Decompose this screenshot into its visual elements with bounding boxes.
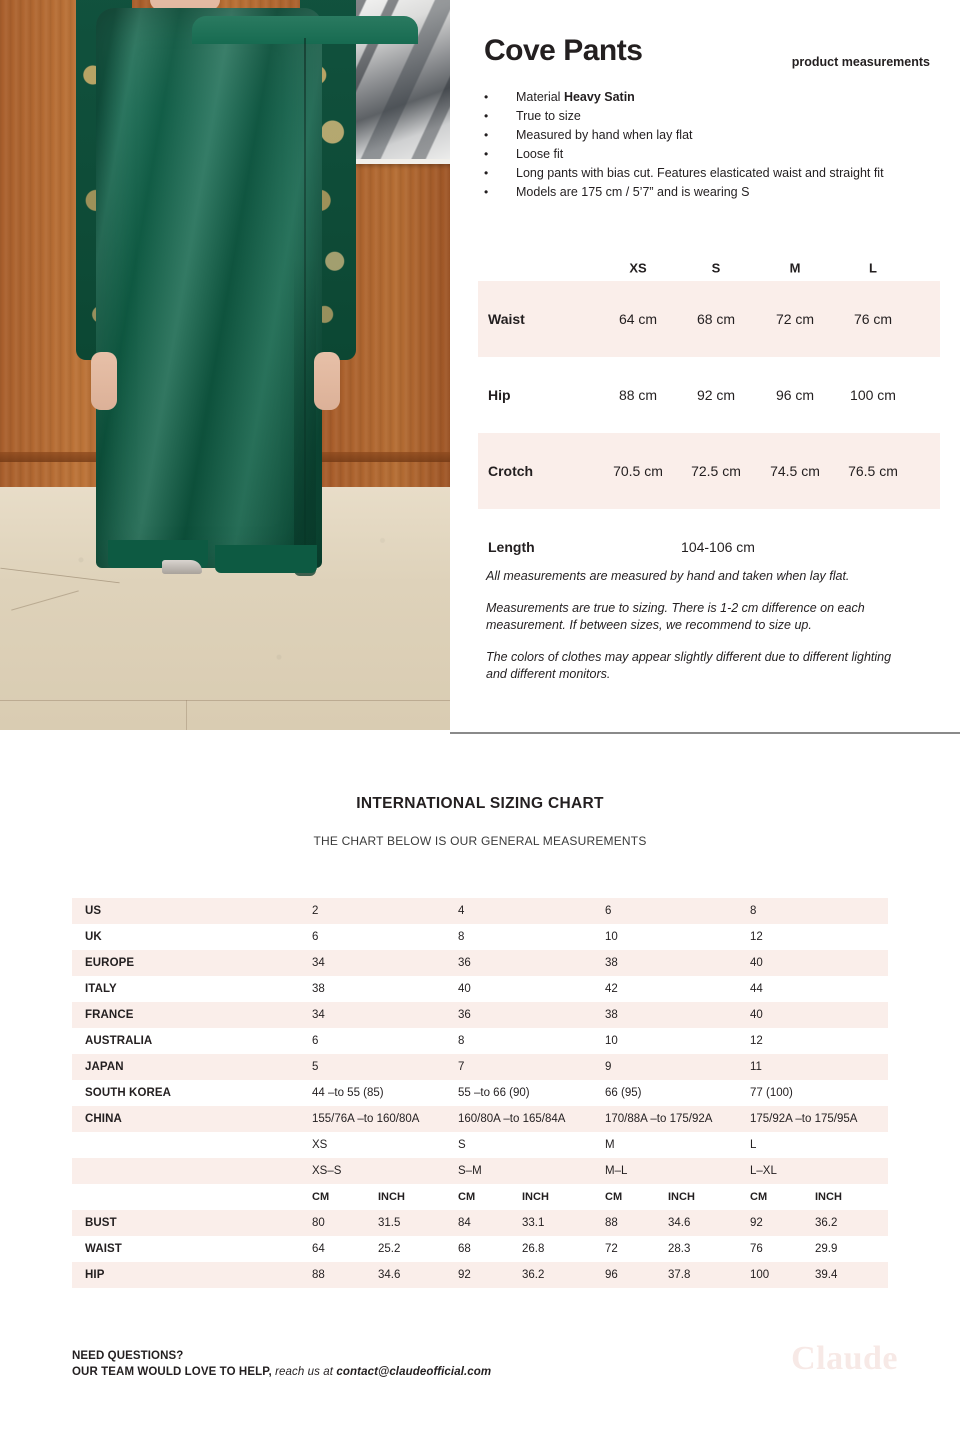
sizing-cell: INCH bbox=[378, 1191, 405, 1203]
sizing-cell: 6 bbox=[605, 905, 612, 917]
model-hand-right bbox=[314, 352, 340, 410]
sizing-cell: 10 bbox=[605, 931, 618, 943]
measurement-row bbox=[478, 357, 940, 433]
note-paragraph: Measurements are true to sizing. There is 1-2 cm difference on each measurement. If between sizes, we recommend to size up. bbox=[486, 601, 865, 632]
footer-reach-text: reach us at bbox=[275, 1366, 334, 1378]
sizing-cell: 8 bbox=[458, 931, 465, 943]
sizing-cell: 96 bbox=[605, 1269, 618, 1281]
pants-hem-right bbox=[215, 545, 317, 573]
sizing-cell: 80 bbox=[312, 1217, 325, 1229]
sizing-row bbox=[72, 1080, 888, 1106]
sizing-cell: 76 bbox=[750, 1243, 763, 1255]
sizing-row bbox=[72, 1054, 888, 1080]
sizing-cell: M bbox=[605, 1139, 615, 1151]
sizing-row-label: HIP bbox=[85, 1269, 105, 1281]
green-satin-pants bbox=[96, 8, 322, 568]
sizing-cell: 66 (95) bbox=[605, 1087, 642, 1099]
sizing-row bbox=[72, 1028, 888, 1054]
measurement-value: 76 cm bbox=[853, 311, 893, 327]
sizing-cell: 10 bbox=[605, 1035, 618, 1047]
sizing-cell: 34 bbox=[312, 957, 325, 969]
footer-help-text: OUR TEAM WOULD LOVE TO HELP, bbox=[72, 1366, 272, 1378]
feature-item: • Long pants with bias cut. Features elasticated waist and straight fit bbox=[484, 164, 954, 183]
feature-item: • Measured by hand when lay flat bbox=[484, 126, 954, 145]
measurement-value: 76.5 cm bbox=[848, 463, 898, 479]
sizing-cell: 84 bbox=[458, 1217, 471, 1229]
sizing-cell: 88 bbox=[312, 1269, 325, 1281]
sizing-cell: M–L bbox=[605, 1165, 628, 1177]
sizing-row bbox=[72, 1184, 888, 1210]
sizing-cell: INCH bbox=[815, 1191, 842, 1203]
international-sizing-table bbox=[72, 898, 888, 1288]
sizing-cell: 5 bbox=[312, 1061, 319, 1073]
sizing-row-label: UK bbox=[85, 931, 102, 943]
sizing-row bbox=[72, 1262, 888, 1288]
sizing-cell: CM bbox=[750, 1191, 768, 1203]
sizing-cell: 34.6 bbox=[378, 1269, 401, 1281]
sizing-cell: 36 bbox=[458, 957, 471, 969]
sizing-cell: S bbox=[458, 1139, 466, 1151]
sizing-cell: 36.2 bbox=[522, 1269, 545, 1281]
sizing-cell: CM bbox=[458, 1191, 476, 1203]
measurement-value: 70.5 cm bbox=[613, 463, 663, 479]
sizing-cell: 40 bbox=[750, 1009, 763, 1021]
footer-contact bbox=[72, 1350, 892, 1378]
sizing-cell: CM bbox=[605, 1191, 623, 1203]
sizing-cell: 25.2 bbox=[378, 1243, 401, 1255]
footer-email-link[interactable]: contact@claudeofficial.com bbox=[336, 1366, 492, 1378]
sizing-cell: 64 bbox=[312, 1243, 325, 1255]
sizing-row-label: BUST bbox=[85, 1217, 117, 1229]
measurement-value: 72.5 cm bbox=[691, 463, 741, 479]
measurement-value: 104-106 cm bbox=[681, 539, 755, 555]
sizing-cell: 11 bbox=[750, 1061, 762, 1073]
sizing-row bbox=[72, 950, 888, 976]
measurement-label: Waist bbox=[488, 311, 525, 327]
size-header-s: S bbox=[711, 260, 721, 276]
sizing-row bbox=[72, 1002, 888, 1028]
sizing-cell: 9 bbox=[605, 1061, 612, 1073]
sizing-row bbox=[72, 1236, 888, 1262]
sizing-row-label: AUSTRALIA bbox=[85, 1035, 153, 1047]
sizing-cell: 72 bbox=[605, 1243, 618, 1255]
sizing-cell: 68 bbox=[458, 1243, 471, 1255]
sizing-cell: 12 bbox=[750, 931, 763, 943]
sizing-cell: L–XL bbox=[750, 1165, 777, 1177]
sizing-chart-subtitle: THE CHART BELOW IS OUR GENERAL MEASUREMENTS bbox=[313, 834, 647, 848]
sizing-row bbox=[72, 1158, 888, 1184]
measurement-value: 100 cm bbox=[850, 387, 896, 403]
sizing-cell: 160/80A –to 165/84A bbox=[458, 1113, 566, 1125]
product-photo bbox=[0, 0, 450, 730]
sizing-cell: 36 bbox=[458, 1009, 471, 1021]
sizing-cell: XS–S bbox=[312, 1165, 342, 1177]
sizing-cell: 36.2 bbox=[815, 1217, 838, 1229]
sizing-cell: 12 bbox=[750, 1035, 763, 1047]
sizing-cell: 6 bbox=[312, 931, 319, 943]
note-paragraph: All measurements are measured by hand and taken when lay flat. bbox=[486, 569, 850, 583]
size-header-xs: XS bbox=[629, 260, 647, 276]
size-header-l: L bbox=[869, 260, 877, 276]
feature-item: • Loose fit bbox=[484, 145, 954, 164]
sizing-cell: 38 bbox=[605, 957, 618, 969]
sizing-cell: 88 bbox=[605, 1217, 618, 1229]
sizing-cell: 92 bbox=[750, 1217, 763, 1229]
measurement-row bbox=[478, 433, 940, 509]
sizing-cell: 44 bbox=[750, 983, 763, 995]
sizing-row bbox=[72, 1132, 888, 1158]
product-feature-list bbox=[484, 88, 954, 202]
measurement-label: Length bbox=[488, 539, 535, 555]
sizing-cell: 8 bbox=[750, 905, 757, 917]
sizing-cell: S–M bbox=[458, 1165, 482, 1177]
sizing-cell: 26.8 bbox=[522, 1243, 545, 1255]
sizing-cell: 40 bbox=[458, 983, 471, 995]
model-hand-left bbox=[91, 352, 117, 410]
sizing-row-label: CHINA bbox=[85, 1113, 122, 1125]
sizing-row bbox=[72, 976, 888, 1002]
sizing-cell: 175/92A –to 175/95A bbox=[750, 1113, 858, 1125]
sizing-cell: 55 –to 66 (90) bbox=[458, 1087, 530, 1099]
brand-watermark: Claude bbox=[791, 1340, 898, 1377]
sizing-cell: INCH bbox=[522, 1191, 549, 1203]
pants-leg-gap bbox=[294, 258, 316, 576]
sizing-row-label: FRANCE bbox=[85, 1009, 134, 1021]
sizing-chart-title: INTERNATIONAL SIZING CHART bbox=[356, 795, 604, 812]
sizing-row-label: ITALY bbox=[85, 983, 117, 995]
footer-line-1: NEED QUESTIONS? bbox=[72, 1350, 184, 1362]
sizing-cell: 34.6 bbox=[668, 1217, 691, 1229]
sizing-cell: 155/76A –to 160/80A bbox=[312, 1113, 420, 1125]
sizing-cell: L bbox=[750, 1139, 757, 1151]
sizing-cell: 33.1 bbox=[522, 1217, 545, 1229]
feature-item: • True to size bbox=[484, 107, 954, 126]
product-info-panel bbox=[450, 0, 960, 730]
sizing-cell: 37.8 bbox=[668, 1269, 691, 1281]
sizing-cell: 44 –to 55 (85) bbox=[312, 1087, 384, 1099]
sizing-cell: 4 bbox=[458, 905, 465, 917]
sizing-cell: 170/88A –to 175/92A bbox=[605, 1113, 713, 1125]
sizing-cell: 42 bbox=[605, 983, 618, 995]
measurements-header-row bbox=[478, 255, 940, 281]
measurement-label: Hip bbox=[488, 387, 511, 403]
feature-item: • Models are 175 cm / 5’7” and is wearing S bbox=[484, 183, 954, 202]
feature-item: • Material Heavy Satin bbox=[484, 88, 954, 107]
sizing-cell: INCH bbox=[668, 1191, 695, 1203]
measurement-value: 64 cm bbox=[618, 311, 658, 327]
sizing-cell: 77 (100) bbox=[750, 1087, 793, 1099]
sizing-cell: 8 bbox=[458, 1035, 465, 1047]
sizing-row bbox=[72, 898, 888, 924]
sizing-row-label: US bbox=[85, 905, 102, 917]
measurement-label: Crotch bbox=[488, 463, 534, 479]
sizing-cell: 29.9 bbox=[815, 1243, 838, 1255]
size-header-m: M bbox=[789, 260, 801, 276]
sizing-cell: 100 bbox=[750, 1269, 770, 1281]
sizing-cell: 38 bbox=[312, 983, 325, 995]
sizing-cell: 2 bbox=[312, 905, 319, 917]
footer-line-2 bbox=[72, 1366, 892, 1378]
sizing-cell: 6 bbox=[312, 1035, 319, 1047]
floor-seam bbox=[0, 700, 450, 701]
sizing-cell: 92 bbox=[458, 1269, 471, 1281]
measurement-row bbox=[478, 281, 940, 357]
sizing-row-label: EUROPE bbox=[85, 957, 135, 969]
model-shoe bbox=[162, 560, 202, 574]
measurement-value: 88 cm bbox=[618, 387, 658, 403]
sizing-row-label: WAIST bbox=[85, 1243, 122, 1255]
sizing-row-label: SOUTH KOREA bbox=[85, 1087, 172, 1099]
product-measurements-table bbox=[478, 255, 940, 585]
sizing-cell: 28.3 bbox=[668, 1243, 691, 1255]
measurement-value: 74.5 cm bbox=[770, 463, 820, 479]
sizing-cell: 34 bbox=[312, 1009, 325, 1021]
sizing-cell: 31.5 bbox=[378, 1217, 401, 1229]
measurement-value: 92 cm bbox=[696, 387, 736, 403]
panel-subtitle: product measurements bbox=[791, 55, 930, 69]
sizing-row bbox=[72, 1210, 888, 1236]
measurement-value: 68 cm bbox=[696, 311, 736, 327]
page-title: Cove Pants bbox=[484, 34, 643, 67]
sizing-cell: XS bbox=[312, 1139, 328, 1151]
measurement-value: 72 cm bbox=[775, 311, 815, 327]
sizing-cell: 38 bbox=[605, 1009, 618, 1021]
note-paragraph: The colors of clothes may appear slightly different due to different lighting and different monitors. bbox=[486, 650, 892, 681]
measurement-notes bbox=[486, 568, 906, 698]
sizing-cell: CM bbox=[312, 1191, 330, 1203]
sizing-cell: 40 bbox=[750, 957, 763, 969]
sizing-row bbox=[72, 1106, 888, 1132]
section-divider bbox=[450, 732, 960, 734]
floor-seam bbox=[186, 700, 187, 730]
sizing-row bbox=[72, 924, 888, 950]
sizing-cell: 39.4 bbox=[815, 1269, 838, 1281]
sizing-cell: 7 bbox=[458, 1061, 465, 1073]
measurement-value: 96 cm bbox=[775, 387, 815, 403]
sizing-row-label: JAPAN bbox=[85, 1061, 124, 1073]
